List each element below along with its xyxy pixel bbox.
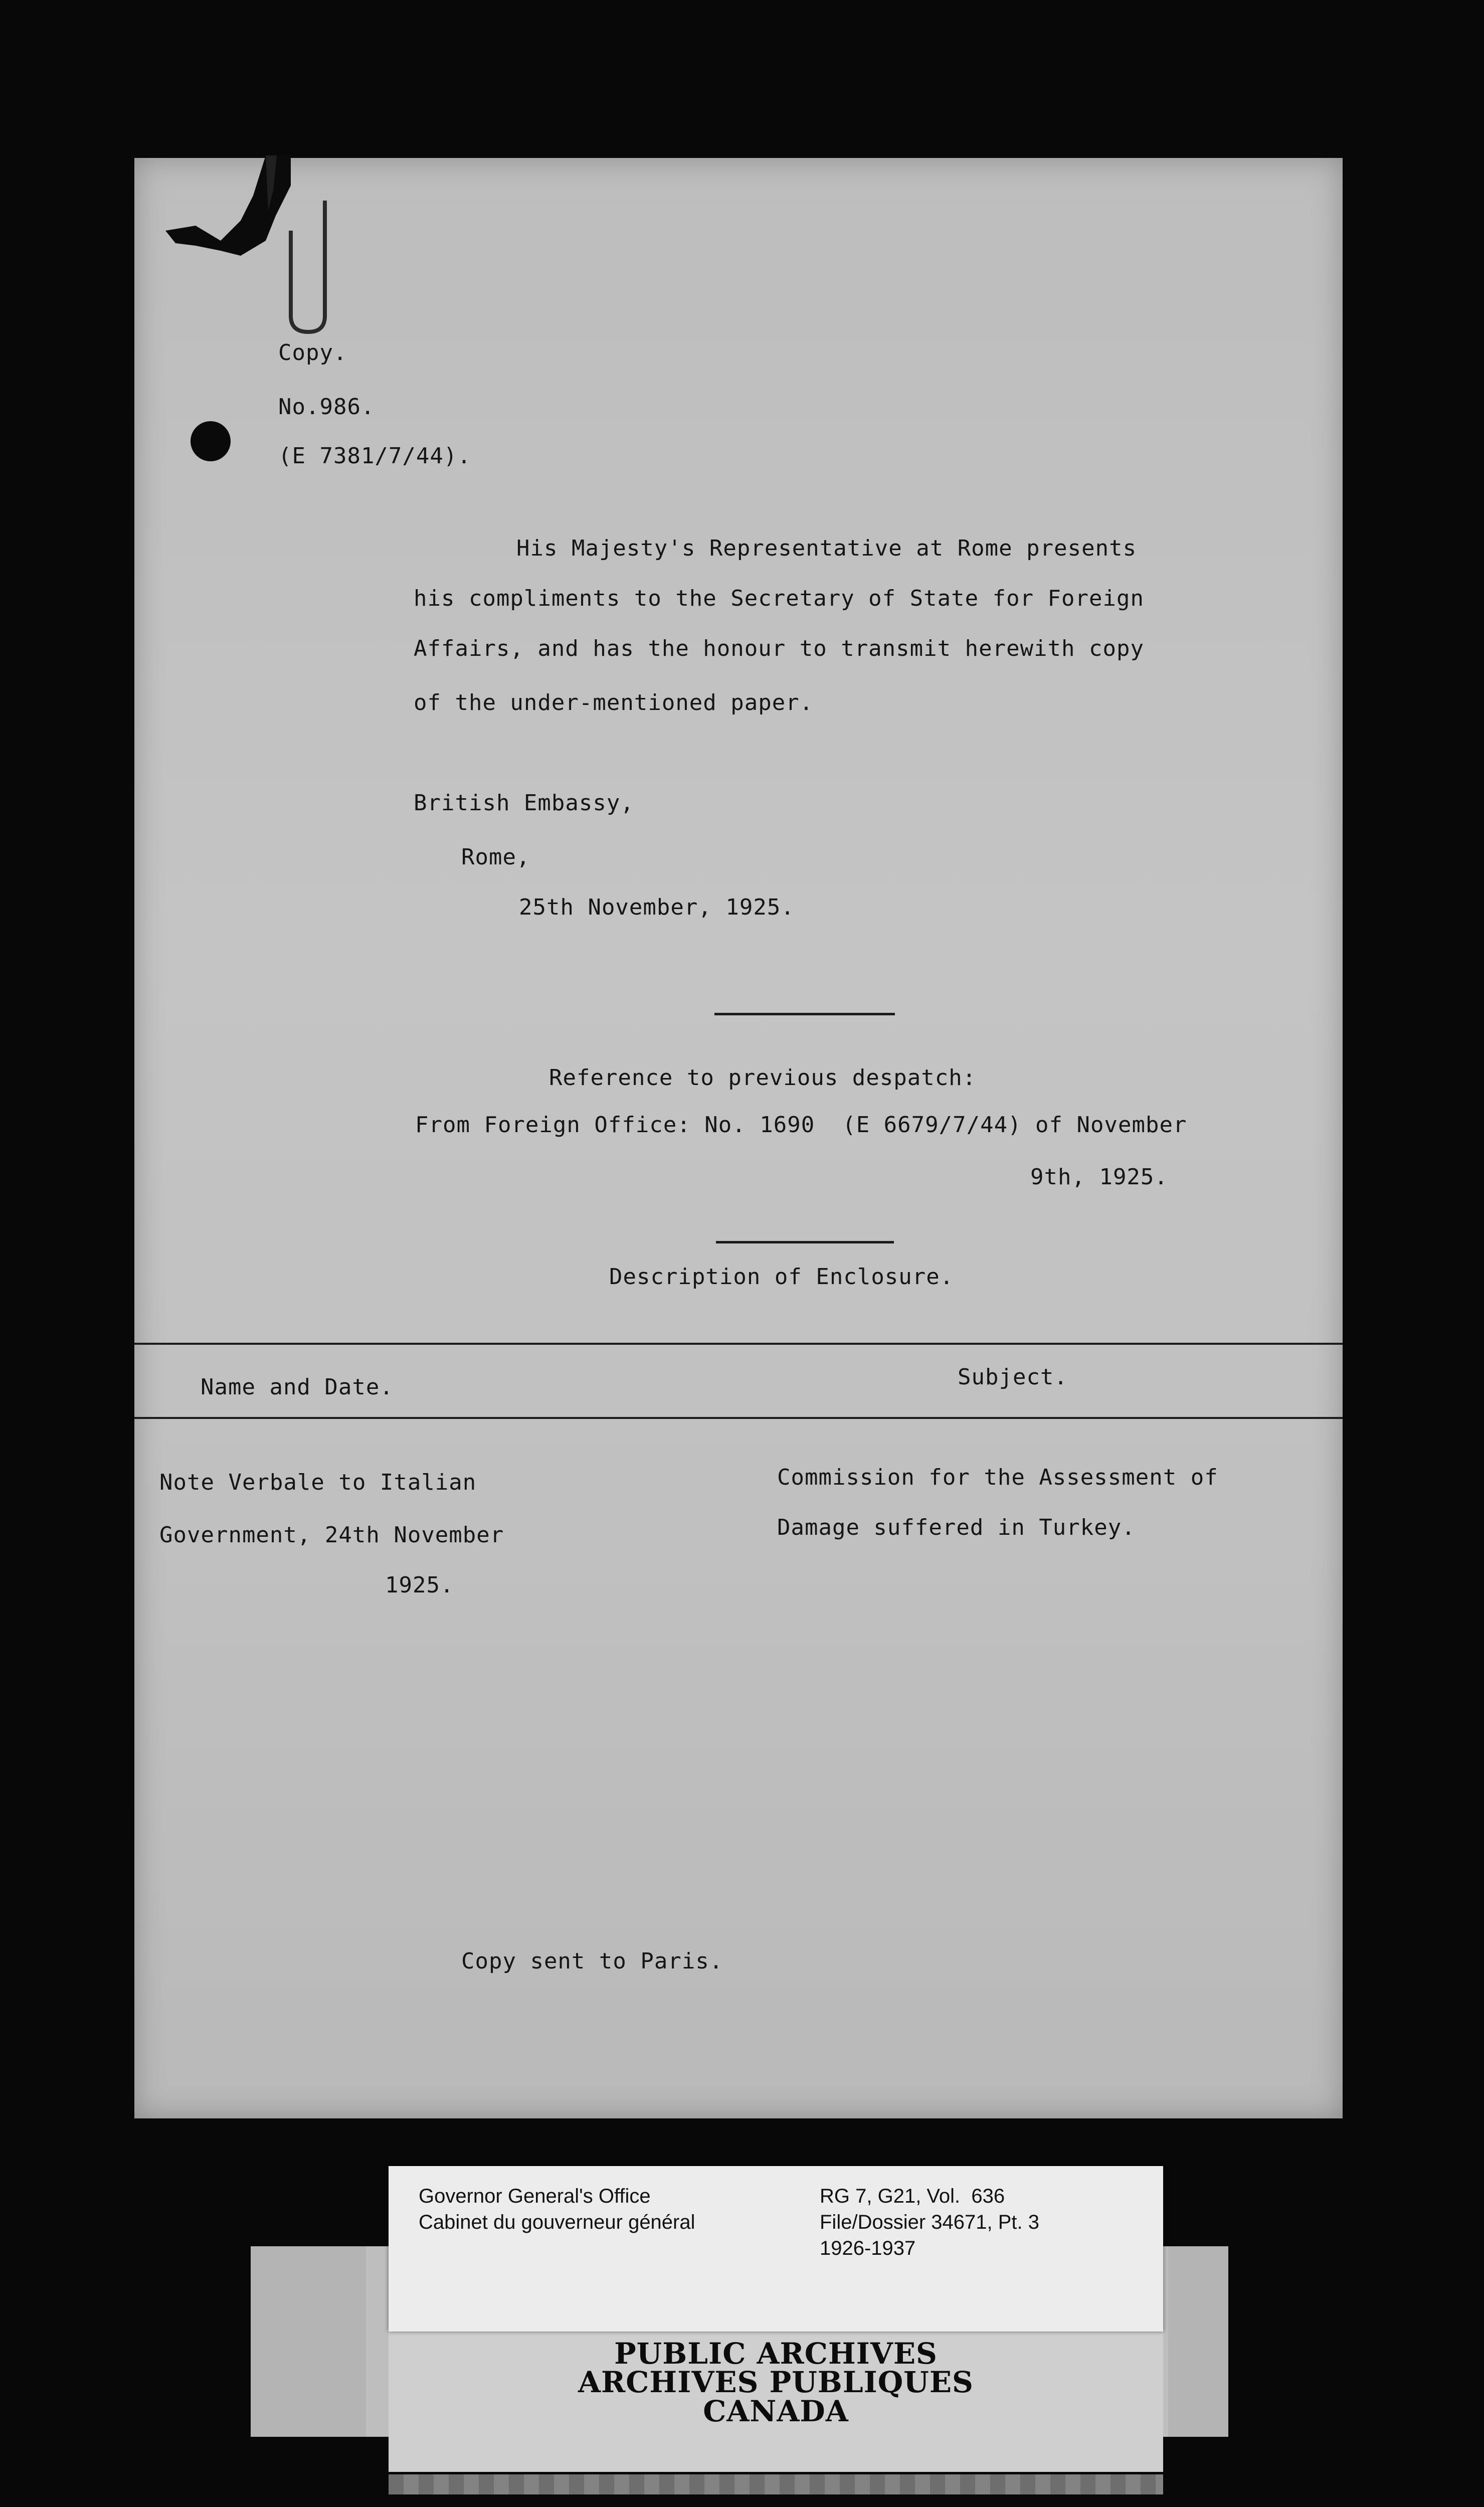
stamp-line-1: PUBLIC ARCHIVES — [614, 2337, 938, 2371]
previous-despatch-line-1: From Foreign Office: No. 1690 (E 6679/7/44) of November — [415, 1112, 1187, 1138]
table-header-rule — [134, 1417, 1343, 1419]
label-office-en: Governor General's Office — [419, 2185, 651, 2207]
enclosure-subject-line-2: Damage suffered in Turkey. — [777, 1515, 1136, 1540]
sender-line-1: British Embassy, — [414, 790, 634, 816]
column-header-subject: Subject. — [958, 1364, 1068, 1390]
stamp-line-3: CANADA — [703, 2394, 849, 2428]
previous-despatch-line-2: 9th, 1925. — [1030, 1164, 1168, 1190]
enclosure-subject-line-1: Commission for the Assessment of — [777, 1465, 1218, 1490]
label-years: 1926-1937 — [820, 2237, 916, 2259]
stamp-line-2: ARCHIVES PUBLIQUES — [578, 2365, 974, 2399]
archive-box-left-flap — [251, 2246, 366, 2437]
footer-note: Copy sent to Paris. — [461, 1948, 723, 1974]
divider-rule-1 — [714, 1013, 895, 1015]
document-number: No.986. — [278, 394, 375, 420]
paper-clip-mark — [281, 201, 336, 336]
body-line-2: his compliments to the Secretary of State for Foreign — [414, 586, 1144, 611]
column-header-name-date: Name and Date. — [201, 1374, 394, 1400]
divider-rule-2 — [716, 1241, 894, 1243]
stamp-border-strip — [389, 2474, 1163, 2494]
label-record-group: RG 7, G21, Vol. 636 — [820, 2185, 1005, 2207]
table-top-rule — [134, 1343, 1343, 1345]
sender-line-2: Rome, — [461, 844, 530, 870]
body-line-3: Affairs, and has the honour to transmit herewith copy — [414, 636, 1144, 661]
label-file: File/Dossier 34671, Pt. 3 — [820, 2211, 1039, 2233]
archive-box-right-flap — [1168, 2246, 1228, 2437]
copy-label: Copy. — [278, 340, 347, 366]
enclosure-heading: Description of Enclosure. — [609, 1264, 954, 1290]
body-line-1: His Majesty's Representative at Rome presents — [516, 535, 1137, 561]
previous-despatch-heading: Reference to previous despatch: — [549, 1065, 977, 1091]
document-reference: (E 7381/7/44). — [278, 443, 471, 469]
sender-date: 25th November, 1925. — [519, 894, 795, 920]
label-office-fr: Cabinet du gouverneur général — [419, 2211, 695, 2233]
enclosure-name-line-2: Government, 24th November — [159, 1522, 504, 1548]
punch-hole-mark — [191, 421, 231, 461]
body-line-4: of the under-mentioned paper. — [414, 690, 814, 715]
enclosure-name-line-1: Note Verbale to Italian — [159, 1470, 477, 1495]
enclosure-name-line-3: 1925. — [385, 1572, 454, 1598]
